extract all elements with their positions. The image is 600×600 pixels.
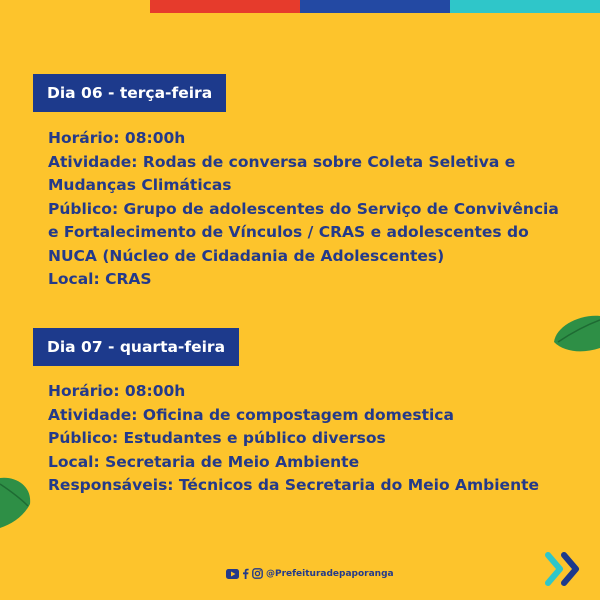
top-bar-teal	[450, 0, 600, 13]
social-handle[interactable]: @Prefeituradepaporanga	[266, 568, 394, 579]
day-07-line: Atividade: Oficina de compostagem domestica	[48, 405, 454, 424]
social-footer	[226, 568, 394, 579]
day-07-line: Local: Secretaria de Meio Ambiente	[48, 452, 360, 471]
double-chevron-right-icon	[544, 551, 586, 587]
day-06-badge: Dia 06 - terça-feira	[33, 74, 226, 112]
top-bar-red	[150, 0, 300, 13]
leaf-icon	[552, 312, 600, 374]
facebook-icon[interactable]	[242, 568, 249, 579]
youtube-icon[interactable]	[226, 569, 239, 579]
day-07-details	[48, 380, 578, 498]
day-06-line: Público: Grupo de adolescentes do Serviço de Convivência	[48, 199, 559, 218]
day-06-line: Horário: 08:00h	[48, 129, 186, 147]
day-07-line: Horário: 08:00h	[48, 382, 186, 400]
day-06-line: e Fortalecimento de Vínculos / CRAS e adolescentes do	[48, 223, 529, 241]
day-07-badge: Dia 07 - quarta-feira	[33, 328, 239, 366]
day-06-line: Mudanças Climáticas	[48, 176, 232, 194]
day-06-line: Local: CRAS	[48, 270, 152, 288]
day-06-line: Atividade: Rodas de conversa sobre Coleta Seletiva e	[48, 152, 516, 171]
leaf-icon	[0, 474, 34, 530]
top-bar-blue	[300, 0, 450, 13]
day-07-line: Público: Estudantes e público diversos	[48, 429, 386, 447]
day-07-line: Responsáveis: Técnicos da Secretaria do Meio Ambiente	[48, 476, 540, 494]
day-06-details	[48, 127, 578, 292]
instagram-icon[interactable]	[252, 568, 263, 579]
day-06-line: NUCA (Núcleo de Cidadania de Adolescentes)	[48, 246, 445, 265]
